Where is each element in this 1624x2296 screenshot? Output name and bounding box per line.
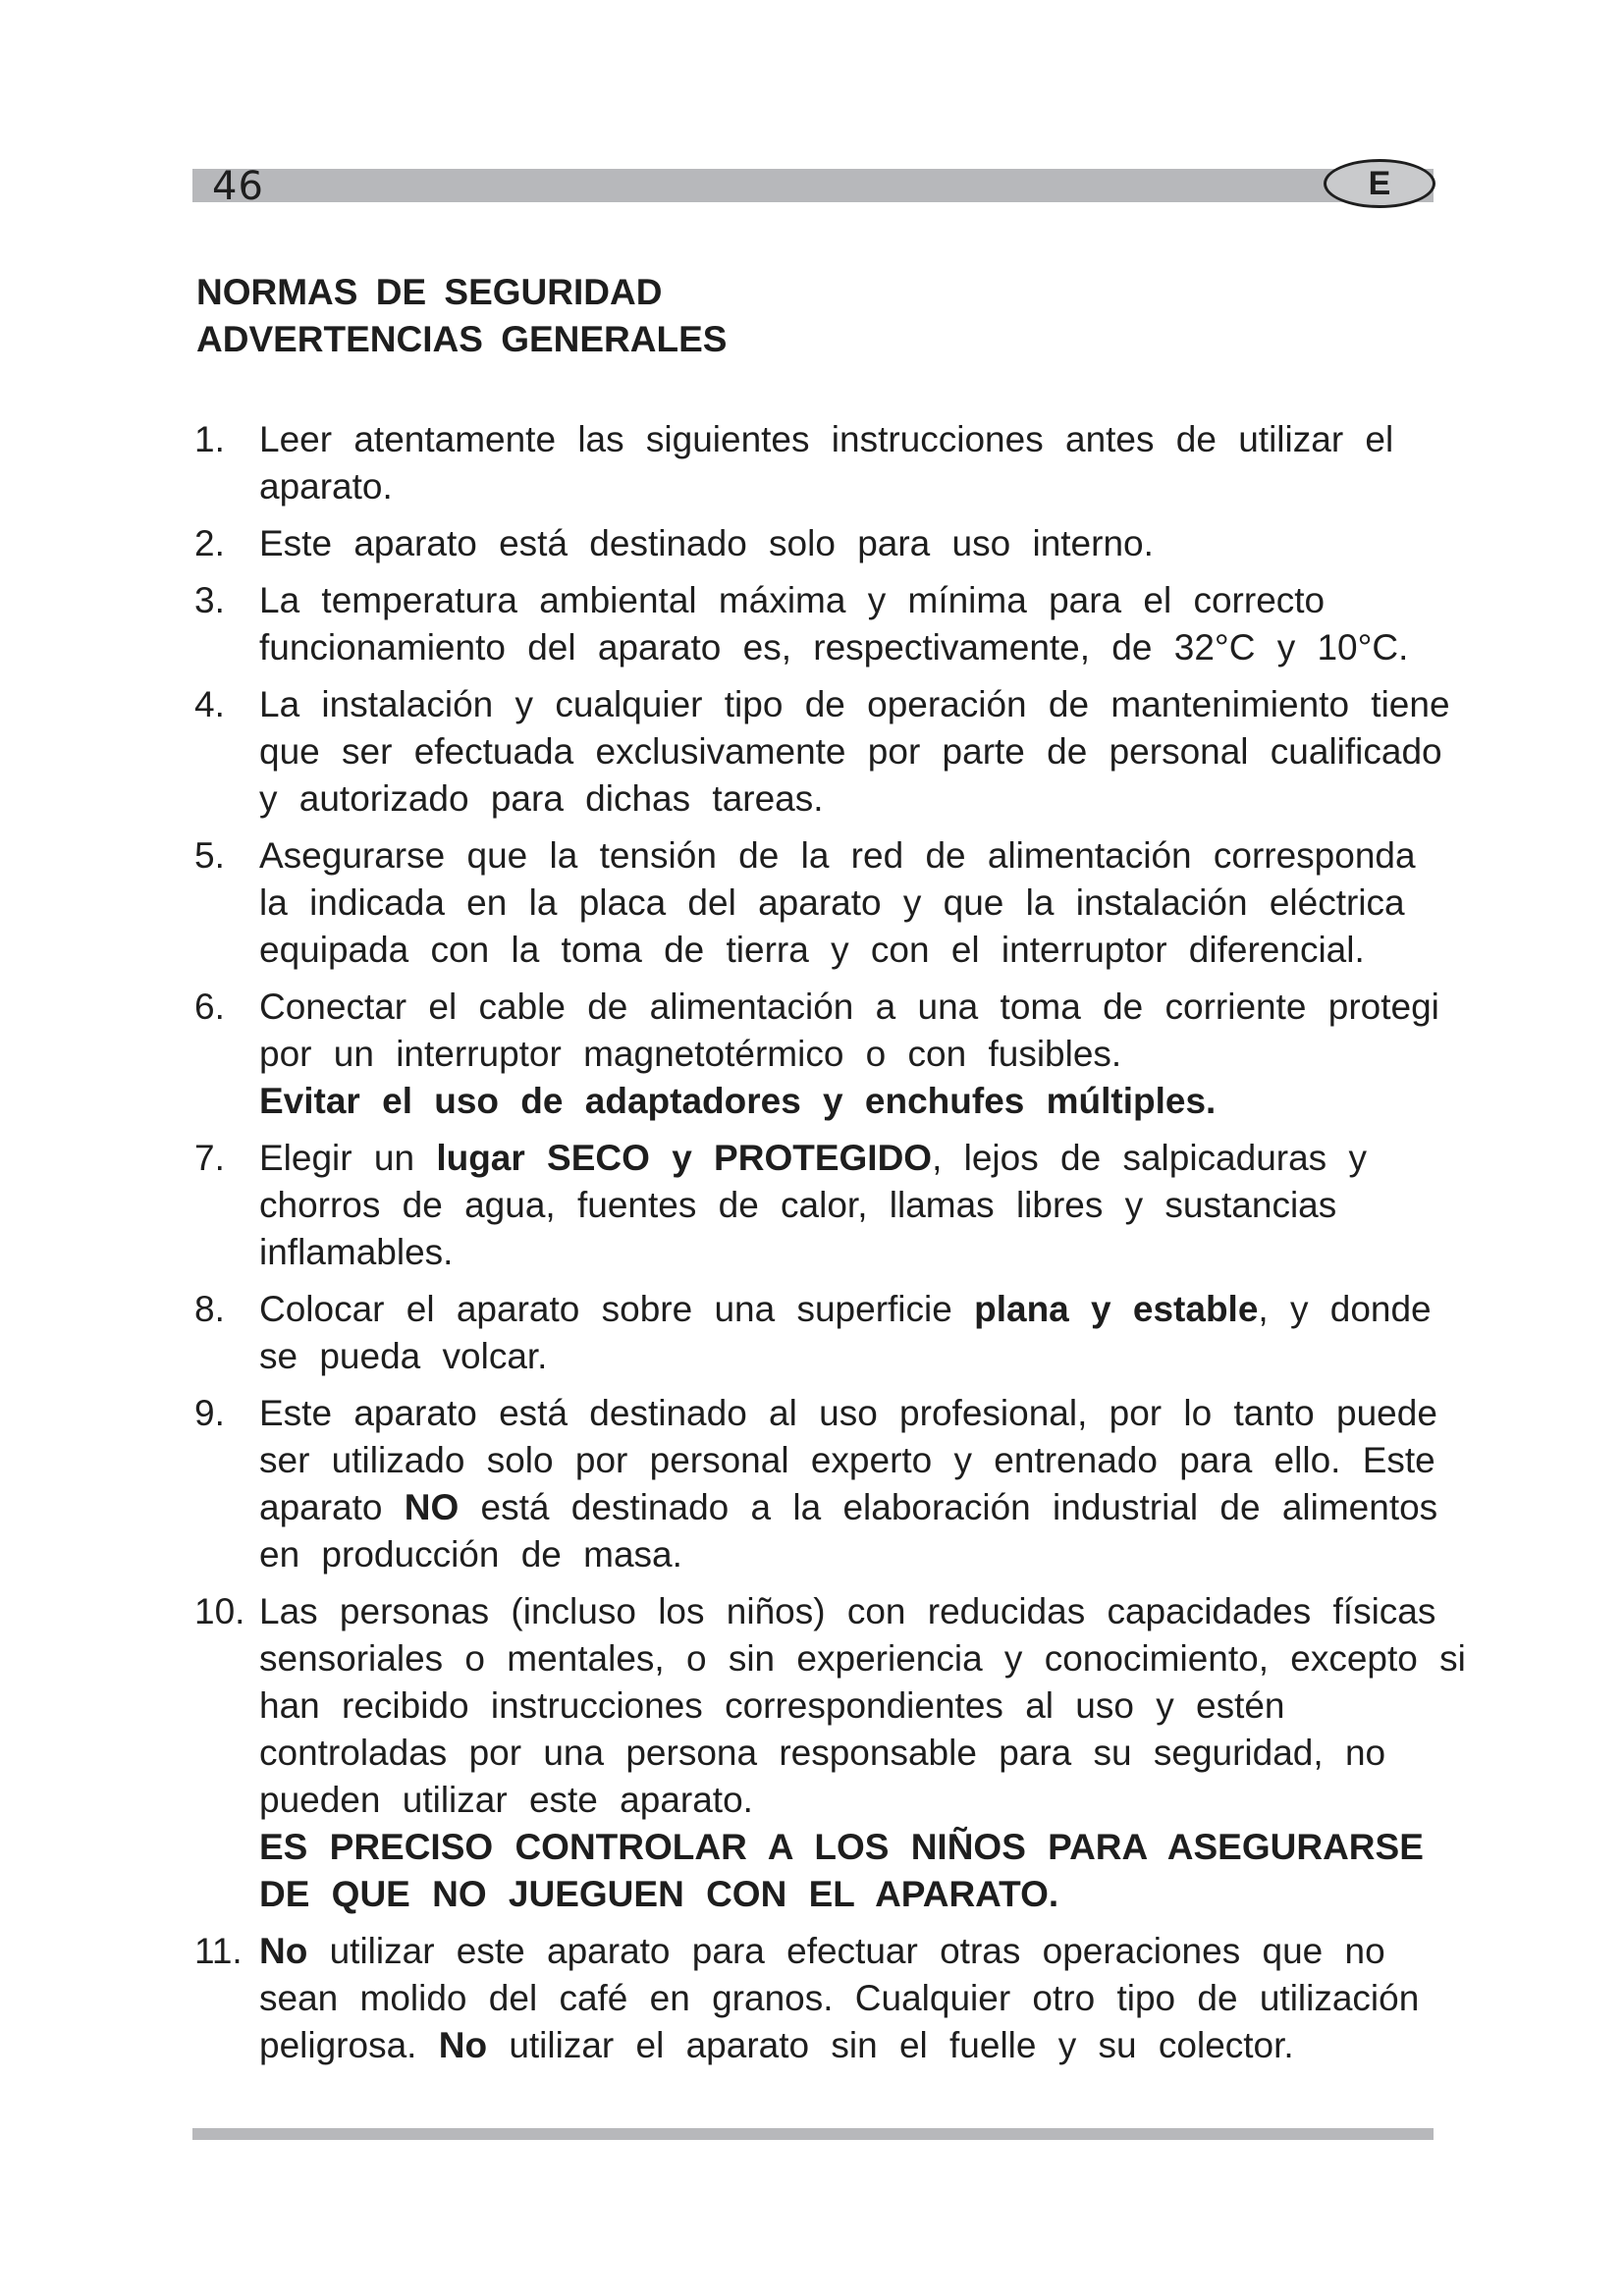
item-text-line [259,728,1620,775]
text-run: y autorizado para dichas tareas. [259,778,824,819]
item-text-line [259,1286,1620,1333]
item-text-line [259,577,1620,624]
text-run: La instalación y cualquier tipo de operación de mantenimiento tiene [259,684,1450,724]
item-text-line [259,1333,1620,1380]
text-run: Las personas (incluso los niños) con reducidas capacidades físicas [259,1591,1436,1631]
text-run: la indicada en la placa del aparato y que la instalación eléctrica [259,882,1405,923]
item-text-line [259,681,1620,728]
item-text-line [259,775,1620,823]
bold-text: NO [404,1487,460,1527]
bold-text: ES PRECISO CONTROLAR A LOS NIÑOS PARA ASEGURARSE [259,1827,1424,1867]
safety-rules-list [194,416,1620,2079]
text-run: ser utilizado solo por personal experto y entrenado para ello. Este [259,1440,1435,1480]
item-text-line [259,1682,1620,1730]
text-run: , y donde [1258,1289,1432,1329]
list-item [194,1928,1620,2069]
text-run: por un interruptor magnetotérmico o con fusibles. [259,1034,1122,1074]
text-run: en producción de masa. [259,1534,682,1575]
item-text-line [259,1975,1620,2022]
list-item [194,681,1620,823]
text-run: sensoriales o mentales, o sin experiencia y conocimiento, excepto si [259,1638,1466,1679]
text-run: Leer atentamente las siguientes instrucciones antes de utilizar el [259,419,1394,459]
text-run: controladas por una persona responsable para su seguridad, no [259,1733,1386,1773]
item-text-line [259,1588,1620,1635]
item-number: 3. [194,580,225,620]
text-run: chorros de agua, fuentes de calor, llamas libres y sustancias [259,1185,1337,1225]
text-run: equipada con la toma de tierra y con el interruptor diferencial. [259,930,1365,970]
header-bar [192,164,1434,209]
item-text-line [259,1229,1620,1276]
item-number: 6. [194,987,225,1027]
text-run: han recibido instrucciones correspondientes al uso y estén [259,1685,1285,1726]
list-item [194,520,1620,567]
list-item [194,416,1620,510]
list-item [194,1135,1620,1276]
list-item [194,984,1620,1125]
text-run: , lejos de salpicaduras y [932,1138,1367,1178]
text-run: pueden utilizar este aparato. [259,1780,753,1820]
item-text-line [259,416,1620,463]
item-text-line [259,832,1620,880]
item-text-line [259,624,1620,671]
title-line: ADVERTENCIAS GENERALES [196,319,728,359]
text-run: sean molido del café en granos. Cualquier otro tipo de utilización [259,1978,1420,2018]
page-title [196,269,727,363]
text-run: aparato [259,1487,405,1527]
item-number: 4. [194,684,225,724]
list-item [194,832,1620,974]
bold-text: No [438,2025,488,2065]
bold-text: plana y estable [974,1289,1259,1329]
text-run: inflamables. [259,1232,454,1272]
list-item [194,1390,1620,1578]
item-text-line [259,1635,1620,1682]
page-number: 46 [212,164,264,209]
item-text-line [259,880,1620,927]
item-text-line [259,1484,1620,1531]
list-item [194,1588,1620,1918]
item-text-line [259,927,1620,974]
list-item [194,577,1620,671]
list-item [194,1286,1620,1380]
footer-bar [192,2128,1434,2140]
item-number: 8. [194,1289,225,1329]
item-text-line [259,1437,1620,1484]
text-run: está destinado a la elaboración industrial de alimentos [459,1487,1438,1527]
text-run: Colocar el aparato sobre una superficie [259,1289,975,1329]
item-text-line [259,1871,1620,1918]
bold-text: DE QUE NO JUEGUEN CON EL APARATO. [259,1874,1059,1914]
text-run: aparato. [259,466,393,507]
item-text-line [259,1531,1620,1578]
text-run: Este aparato está destinado al uso profesional, por lo tanto puede [259,1393,1437,1433]
item-number: 7. [194,1138,225,1178]
item-text-line [259,1928,1620,1975]
text-run: utilizar el aparato sin el fuelle y su colector. [487,2025,1294,2065]
item-text-line [259,1078,1620,1125]
text-run: Este aparato está destinado solo para uso interno. [259,523,1154,563]
item-text-line [259,463,1620,510]
item-text-line [259,1182,1620,1229]
item-number: 11. [194,1931,243,1971]
text-run: Elegir un [259,1138,437,1178]
text-run: que ser efectuada exclusivamente por parte de personal cualificado [259,731,1442,772]
item-text-line [259,1824,1620,1871]
item-number: 2. [194,523,225,563]
bold-text: lugar SECO y PROTEGIDO [436,1138,933,1178]
item-text-line [259,1390,1620,1437]
text-run: Conectar el cable de alimentación a una toma de corriente protegi [259,987,1439,1027]
text-run: funcionamiento del aparato es, respectivamente, de 32°C y 10°C. [259,627,1409,667]
title-line: NORMAS DE SEGURIDAD [196,272,663,312]
item-text-line [259,2022,1620,2069]
item-text-line [259,1135,1620,1182]
text-run: peligrosa. [259,2025,439,2065]
text-run: La temperatura ambiental máxima y mínima para el correcto [259,580,1326,620]
item-text-line [259,1777,1620,1824]
item-text-line [259,1730,1620,1777]
text-run: Asegurarse que la tensión de la red de alimentación corresponda [259,835,1416,876]
item-text-line [259,984,1620,1031]
item-text-line [259,1031,1620,1078]
item-number: 5. [194,835,225,876]
bold-text: No [259,1931,308,1971]
bold-text: Evitar el uso de adaptadores y enchufes múltiples. [259,1081,1217,1121]
text-run: se pueda volcar. [259,1336,548,1376]
language-badge: E [1324,159,1435,208]
text-run: utilizar este aparato para efectuar otras operaciones que no [307,1931,1385,1971]
item-number: 9. [194,1393,225,1433]
item-text-line [259,520,1620,567]
item-number: 10. [194,1591,245,1631]
item-number: 1. [194,419,225,459]
